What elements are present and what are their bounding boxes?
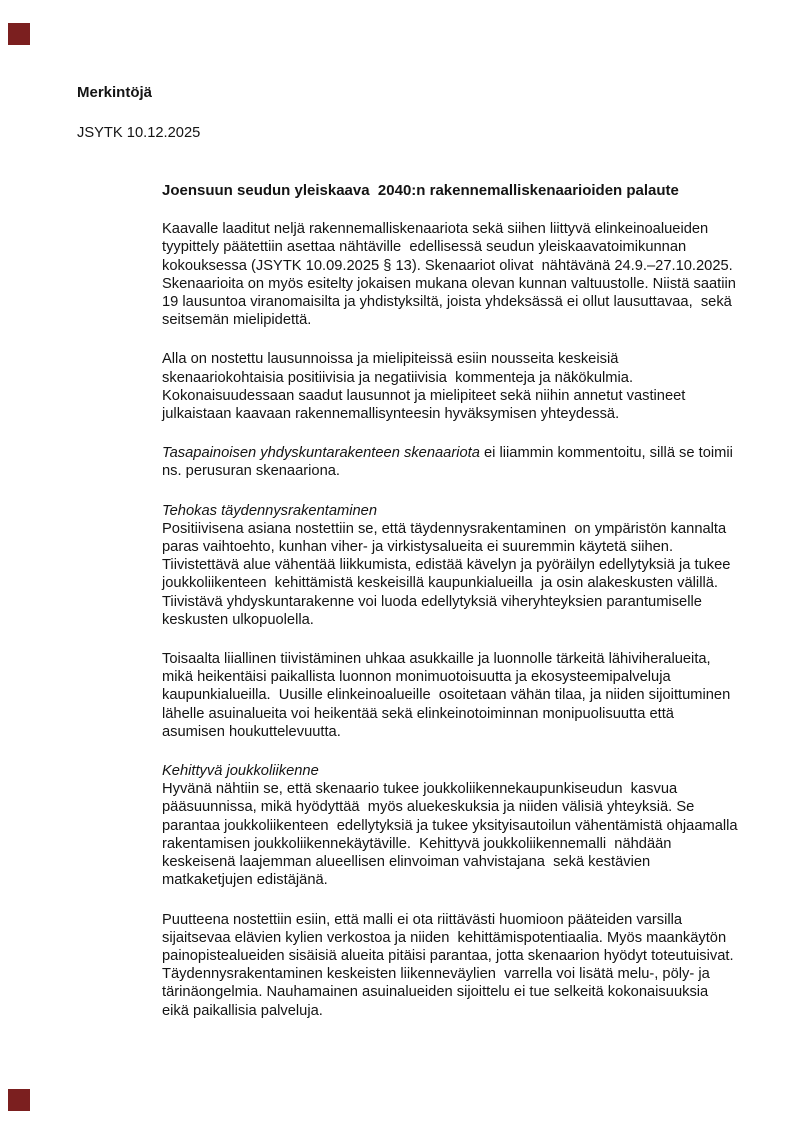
text-line: Positiivisena asiana nostettiin se, että täydennysrakentaminen on ympäristön kannalta bbox=[162, 520, 727, 537]
text-line: lähelle asuinalueita voi heikentää sekä elinkeinotoiminnan monipuolisuutta että bbox=[162, 705, 674, 722]
text-line: 19 lausuntoa viranomaisilta ja yhdistyksiltä, joista yhdeksässä ei ollut lausuttavaa, sekä bbox=[162, 294, 732, 311]
text-line: eikä paikallisia palveluja. bbox=[162, 1002, 323, 1019]
text-line: joukkoliikenteen kehittämistä keskeisillä kaupunkialueilla ja osin alakeskusten välillä. bbox=[162, 575, 718, 592]
text-line: tyypittely päätettiin asettaa nähtäville edellisessä seudun yleiskaavatoimikunnan bbox=[162, 239, 687, 256]
paragraph bbox=[162, 444, 787, 480]
document-content bbox=[162, 182, 787, 1041]
text-line: skenaariokohtaisia positiivisia ja negatiivisia kommenteja ja näkökulmia. bbox=[162, 369, 634, 386]
text-line: sijaitsevaa elävien kylien verkostoa ja niiden kehittämispotentiaalia. Myös maankäytön bbox=[162, 929, 727, 946]
text-line: Tasapainoisen yhdyskuntarakenteen skenaariota ei liiammin kommentoitu, sillä se toimii bbox=[162, 445, 733, 462]
text-line: Alla on nostettu lausunnoissa ja mielipiteissä esiin nousseita keskeisiä bbox=[162, 351, 619, 368]
header-reference: JSYTK 10.12.2025 bbox=[77, 125, 201, 142]
document-title: Joensuun seudun yleiskaava 2040:n rakennemalliskenaarioiden palaute bbox=[162, 182, 679, 199]
text-line: julkaistaan kaavaan rakennemallisynteesin hyväksymisen yhteydessä. bbox=[162, 406, 620, 423]
text-line: Täydennysrakentaminen keskeisten liikenneväylien varrella voi lisätä melu-, pöly- ja bbox=[162, 966, 710, 983]
text-line: paras vaihtoehto, kunhan viher- ja virkistysalueita ei suuremmin käytetä siihen. bbox=[162, 539, 674, 556]
document-body bbox=[162, 220, 787, 1020]
text-line: Hyvänä nähtiin se, että skenaario tukee joukkoliikennekaupunkiseudun kasvua bbox=[162, 781, 678, 798]
text-line: Tiivistettävä alue vähentää liikkumista, edistää kävelyn ja pyöräilyn edellytyksiä ja tukee bbox=[162, 557, 731, 574]
text-line: Kaavalle laaditut neljä rakennemalliskenaariota sekä siihen liittyvä elinkeinoalueiden bbox=[162, 221, 709, 238]
text-line: mikä heikentäisi paikallista luonnon monimuotoisuutta ja ekosysteemipalveluja bbox=[162, 669, 671, 686]
section-heading: Tehokas täydennysrakentaminen bbox=[162, 502, 378, 519]
paragraph bbox=[162, 650, 787, 741]
text-line: keskusten ulkopuolella. bbox=[162, 611, 314, 628]
document-header bbox=[77, 84, 200, 142]
paragraph bbox=[162, 220, 787, 329]
text-line: Toisaalta liiallinen tiivistäminen uhkaa asukkaille ja luonnolle tärkeitä lähiviheralueita, bbox=[162, 651, 711, 668]
paragraph bbox=[162, 762, 787, 889]
text-line: parantaa joukkoliikenteen edellytyksiä ja tukee yksityisautoilun vähentämistä ohjaamalla bbox=[162, 817, 738, 834]
text-line: Kokonaisuudessaan saadut lausunnot ja mielipiteet sekä niihin annetut vastineet bbox=[162, 387, 686, 404]
paragraph bbox=[162, 502, 787, 629]
text-line: Skenaarioita on myös esitelty jokaisen mukana olevan kunnan valtuustolle. Niistä saatiin bbox=[162, 275, 736, 292]
text-line: asumisen houkuttelevuutta. bbox=[162, 723, 341, 740]
text-line: matkaketjujen edistäjänä. bbox=[162, 872, 328, 889]
text-line: kokouksessa (JSYTK 10.09.2025 § 13). Skenaariot olivat nähtävänä 24.9.–27.10.2025. bbox=[162, 257, 733, 274]
text-line: rakentamisen joukkoliikennekäytäville. Kehittyvä joukkoliikennemalli nähdään bbox=[162, 835, 672, 852]
text-line: Puutteena nostettiin esiin, että malli ei ota riittävästi huomioon pääteiden varsilla bbox=[162, 911, 683, 928]
text-line: ns. perusuran skenaariona. bbox=[162, 463, 340, 480]
text-line: kaupunkialueilla. Uusille elinkeinoalueille osoitetaan vähän tilaa, ja niiden sijoittuminen bbox=[162, 687, 731, 704]
section-heading: Kehittyvä joukkoliikenne bbox=[162, 763, 319, 780]
header-label: Merkintöjä bbox=[77, 84, 153, 101]
text-line: painopistealueiden sisäisiä alueita pitäisi parantaa, jotta skenaarion hyödyt toteutuisivat. bbox=[162, 947, 734, 964]
text-line: keskeisenä laajemman alueellisen elinvoiman vahvistajana sekä kestävien bbox=[162, 854, 651, 871]
annotation-mark-top bbox=[8, 23, 30, 45]
annotation-mark-bottom bbox=[8, 1089, 30, 1111]
text-line: seitsemän mielipidettä. bbox=[162, 312, 312, 329]
text-line: Tiivistävä yhdyskuntarakenne voi luoda edellytyksiä viheryhteyksien parantumiselle bbox=[162, 593, 702, 610]
paragraph bbox=[162, 911, 787, 1020]
paragraph bbox=[162, 350, 787, 423]
text-line: pääsuunnissa, mikä hyödyttää myös aluekeskuksia ja niiden välisiä yhteyksiä. Se bbox=[162, 799, 695, 816]
text-line: tärinäongelmia. Nauhamainen asuinalueiden sijoittelu ei tue selkeitä kokonaisuuksia bbox=[162, 984, 709, 1001]
